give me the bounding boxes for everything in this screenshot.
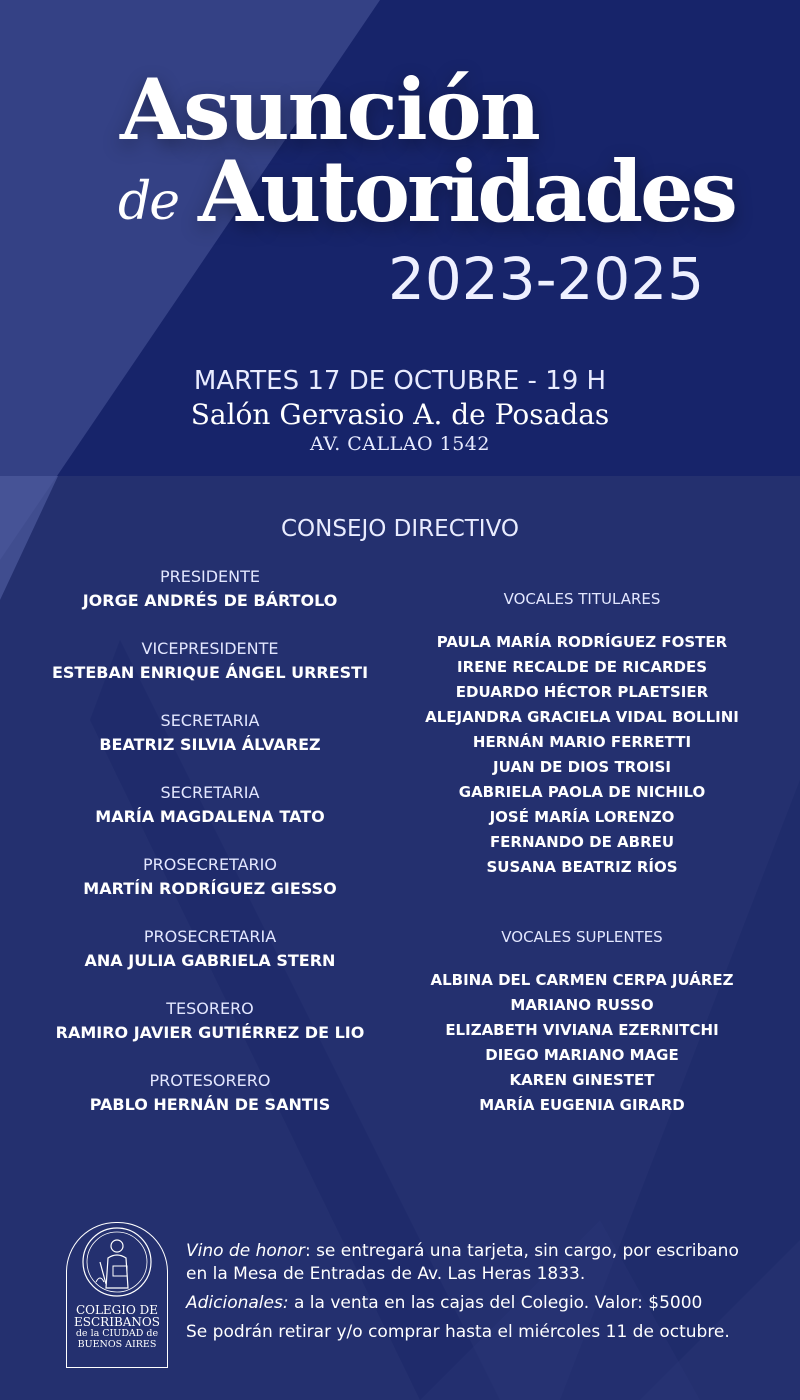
officer-vicepresident (40, 638, 380, 710)
vocales-titulares (412, 588, 752, 880)
vocales-suplentes (412, 926, 752, 1118)
vocal-suplente-name: MARÍA EUGENIA GIRARD (479, 1096, 685, 1114)
note-vino (186, 1240, 746, 1286)
vocal-titular-name: FERNANDO DE ABREU (489, 833, 675, 851)
title-block (0, 0, 800, 320)
officer-protreasurer (40, 1070, 380, 1142)
vocal-titular-name: JOSÉ MARÍA LORENZO (489, 808, 675, 826)
officer-prosecretary-2 (40, 926, 380, 998)
vocal-titular-name: ALEJANDRA GRACIELA VIDAL BOLLINI (425, 708, 739, 726)
colegio-logo (66, 1222, 168, 1368)
vocal-titular-name: IRENE RECALDE DE RICARDES (456, 658, 707, 676)
officer-secretary-2 (40, 782, 380, 854)
officer-role: PROSECRETARIA (143, 927, 277, 946)
note-vino-label: Vino de honor (186, 1241, 305, 1261)
council-title: CONSEJO DIRECTIVO (280, 516, 520, 542)
officer-role: VICEPRESIDENTE (141, 639, 279, 658)
vocal-titular-name: EDUARDO HÉCTOR PLAETSIER (455, 683, 709, 701)
vocal-titular-name: JUAN DE DIOS TROISI (493, 758, 671, 776)
logo-text (66, 1304, 168, 1350)
vocal-suplente-name: KAREN GINESTET (509, 1071, 655, 1089)
officer-role: SECRETARIA (160, 783, 260, 802)
event-address: AV. CALLAO 1542 (310, 433, 490, 455)
officer-name: PABLO HERNÁN DE SANTIS (89, 1095, 331, 1114)
vocal-titular-name: PAULA MARÍA RODRÍGUEZ FOSTER (436, 633, 728, 651)
officer-role: PRESIDENTE (159, 567, 261, 586)
officer-name: MARÍA MAGDALENA TATO (95, 807, 325, 826)
logo-line2: ESCRIBANOS (74, 1315, 160, 1329)
note-adicionales-label: Adicionales: (186, 1293, 289, 1313)
vocal-suplente-name: MARIANO RUSSO (510, 996, 654, 1014)
vocal-suplente-name: DIEGO MARIANO MAGE (485, 1046, 679, 1064)
vocal-suplente-name: ALBINA DEL CARMEN CERPA JUÁREZ (430, 971, 734, 989)
event-info (0, 364, 800, 456)
note-adicionales-text: a la venta en las cajas del Colegio. Valor: $5000 (288, 1293, 703, 1313)
officer-name: ANA JULIA GABRIELA STERN (84, 951, 336, 970)
title-asuncion: Asunción (120, 60, 539, 159)
officer-role: SECRETARIA (160, 711, 260, 730)
officer-treasurer (40, 998, 380, 1070)
event-date: MARTES 17 DE OCTUBRE - 19 H (193, 366, 607, 396)
logo-line3: de la CIUDAD de (75, 1328, 159, 1339)
note-retirar: Se podrán retirar y/o comprar hasta el miércoles 11 de octubre. (186, 1322, 730, 1342)
officer-name: ESTEBAN ENRIQUE ÁNGEL URRESTI (51, 663, 369, 682)
event-venue: Salón Gervasio A. de Posadas (190, 398, 610, 431)
vocal-suplente-name: ELIZABETH VIVIANA EZERNITCHI (445, 1021, 719, 1039)
title-autoridades: Autoridades (198, 142, 735, 241)
title-de: de (118, 172, 179, 232)
vocales-suplentes-heading: VOCALES SUPLENTES (501, 928, 663, 946)
officer-prosecretary-1 (40, 854, 380, 926)
note-adicionales (186, 1292, 746, 1315)
vocal-titular-name: GABRIELA PAOLA DE NICHILO (458, 783, 706, 801)
officer-secretary-1 (40, 710, 380, 782)
officer-role: TESORERO (166, 999, 254, 1018)
title-years: 2023-2025 (388, 245, 705, 313)
officer-role: PROTESORERO (149, 1071, 271, 1090)
officer-name: RAMIRO JAVIER GUTIÉRREZ DE LIO (55, 1023, 365, 1042)
vocales-titulares-heading: VOCALES TITULARES (503, 590, 661, 608)
note-vino-text: : se entregará una tarjeta, sin cargo, por escribano en la Mesa de Entradas de Av. Las Heras 1833. (186, 1241, 739, 1284)
officer-name: MARTÍN RODRÍGUEZ GIESSO (83, 879, 337, 898)
logo-line4: BUENOS AIRES (77, 1339, 157, 1350)
officer-president (40, 566, 380, 638)
officers-list (40, 566, 380, 1142)
officer-role: PROSECRETARIO (143, 855, 277, 874)
vocal-titular-name: HERNÁN MARIO FERRETTI (472, 733, 692, 751)
officer-name: JORGE ANDRÉS DE BÁRTOLO (82, 591, 338, 610)
notes-block (186, 1240, 746, 1350)
officer-name: BEATRIZ SILVIA ÁLVAREZ (99, 735, 321, 754)
vocal-titular-name: SUSANA BEATRIZ RÍOS (486, 858, 678, 876)
logo-line1: COLEGIO DE (75, 1303, 159, 1317)
notary-figure-icon (66, 1222, 168, 1312)
